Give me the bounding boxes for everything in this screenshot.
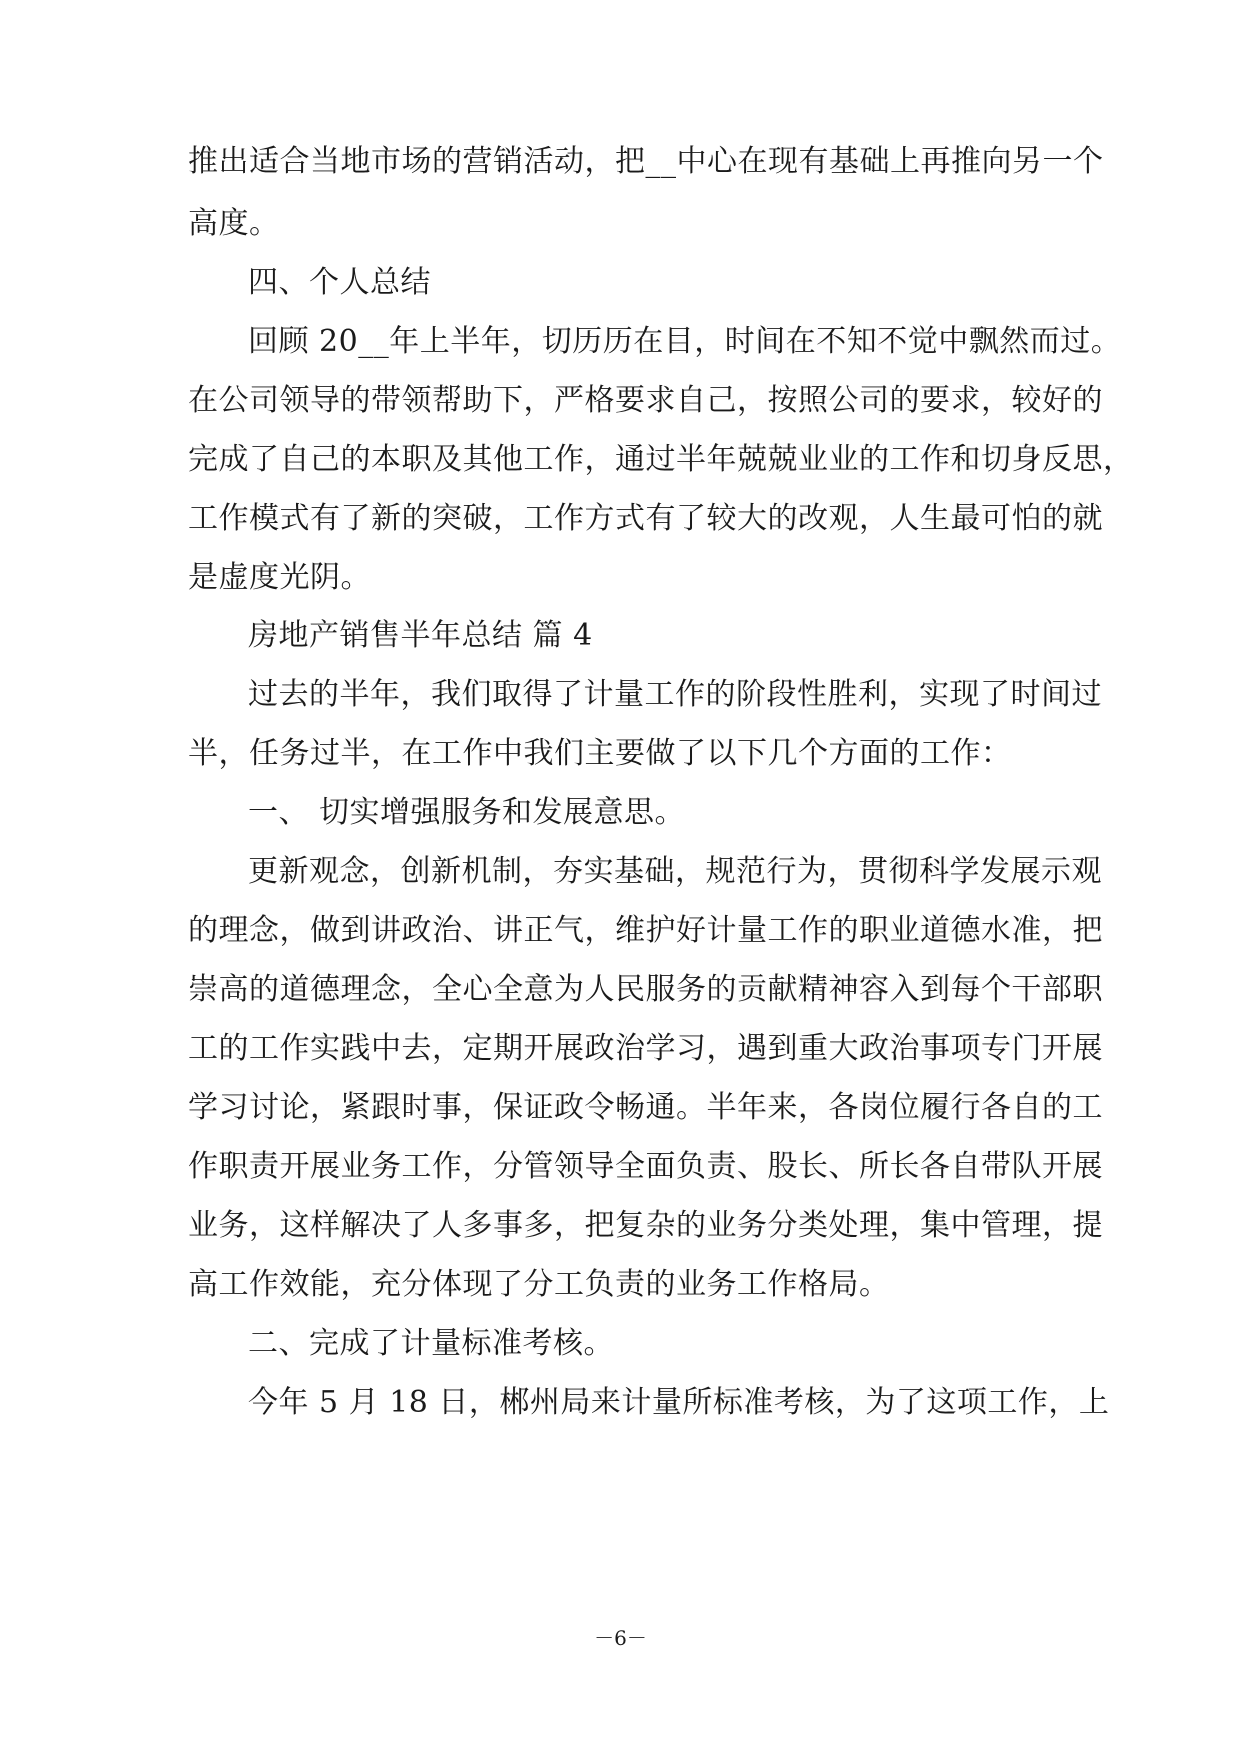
text-line: 更新观念，创新机制，夯实基础，规范行为，贯彻科学发展示观 [248, 854, 1102, 889]
text-line: 半，任务过半，在工作中我们主要做了以下几个方面的工作： [188, 736, 1012, 771]
text-line: 回顾 20__年上半年，切历历在目，时间在不知不觉中飘然而过。 [248, 324, 1122, 359]
text-line: 作职责开展业务工作，分管领导全面负责、股长、所长各自带队开展 [188, 1149, 1103, 1184]
text-line: 完成了自己的本职及其他工作，通过半年兢兢业业的工作和切身反思， [188, 442, 1134, 477]
text-line: 高工作效能，充分体现了分工负责的业务工作格局。 [188, 1267, 890, 1302]
text-line: 崇高的道德理念，全心全意为人民服务的贡献精神容入到每个干部职 [188, 972, 1103, 1007]
section-heading: 四、个人总结 [248, 265, 431, 300]
text-line: 的理念，做到讲政治、讲正气，维护好计量工作的职业道德水准，把 [188, 913, 1103, 948]
text-line: 推出适合当地市场的营销活动，把__中心在现有基础上再推向另一个 [188, 144, 1104, 179]
section-heading: 二、完成了计量标准考核。 [248, 1326, 614, 1361]
text-line: 过去的半年，我们取得了计量工作的阶段性胜利，实现了时间过 [248, 677, 1102, 712]
section-heading: 一、 切实增强服务和发展意思。 [248, 795, 686, 830]
text-line: 业务，这样解决了人多事多，把复杂的业务分类处理，集中管理，提 [188, 1208, 1103, 1243]
text-line: 工的工作实践中去，定期开展政治学习，遇到重大政治事项专门开展 [188, 1031, 1103, 1066]
text-line: 学习讨论，紧跟时事，保证政令畅通。半年来，各岗位履行各自的工 [188, 1090, 1103, 1125]
text-line: 工作模式有了新的突破，工作方式有了较大的改观，人生最可怕的就 [188, 501, 1103, 536]
text-line: 高度。 [188, 206, 280, 241]
page-number: －6－ [594, 1626, 647, 1650]
text-line: 今年 5 月 18 日，郴州局来计量所标准考核，为了这项工作，上 [248, 1385, 1110, 1420]
text-line: 在公司领导的带领帮助下，严格要求自己，按照公司的要求，较好的 [188, 383, 1103, 418]
text-line: 是虚度光阴。 [188, 560, 371, 595]
article-title: 房地产销售半年总结 篇 4 [248, 618, 593, 653]
